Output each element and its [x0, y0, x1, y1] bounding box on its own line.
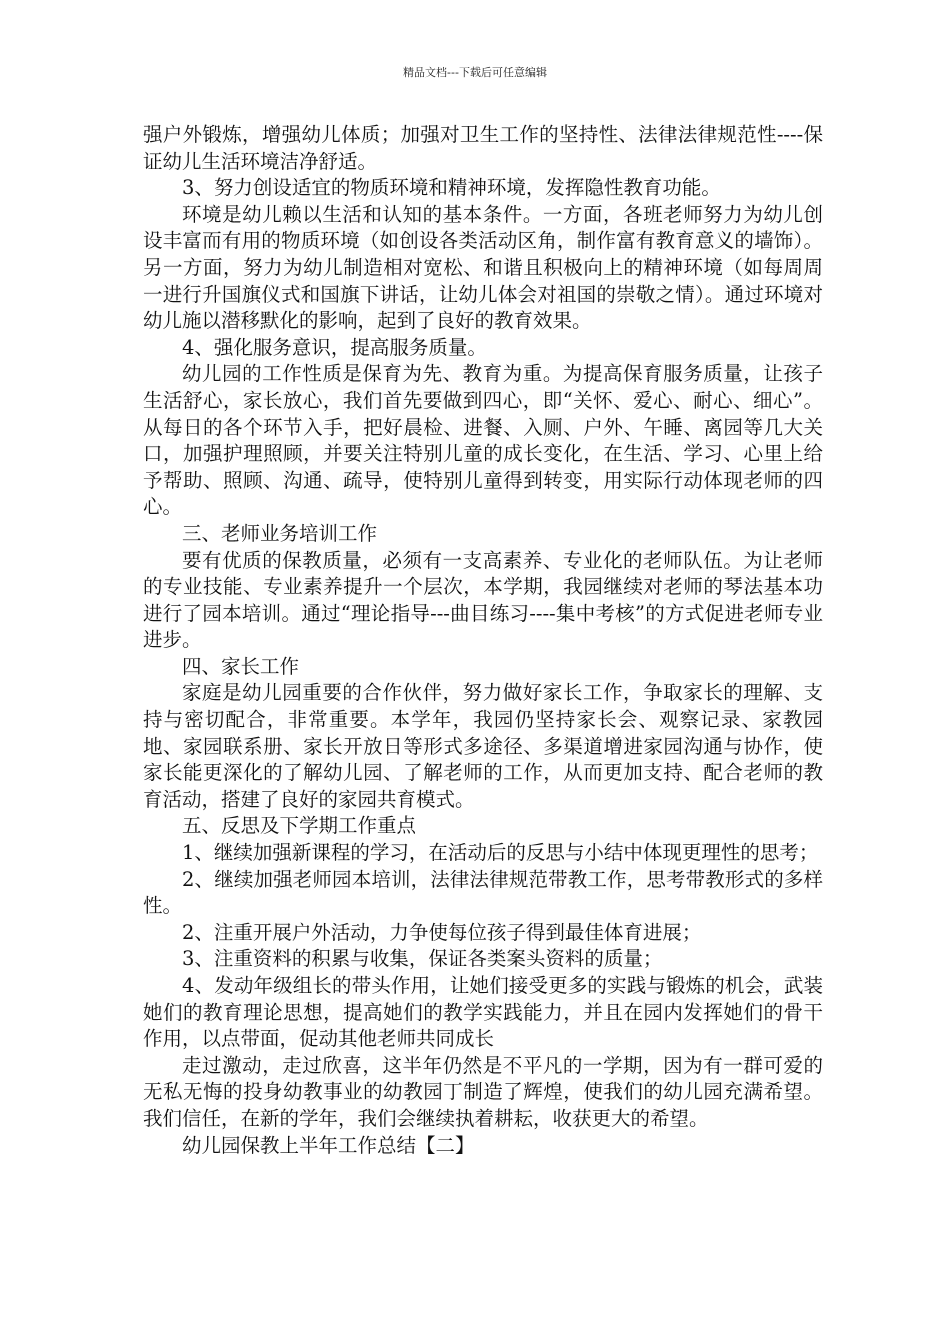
list-item-1: 1、继续加强新课程的学习，在活动后的反思与小结中体现更理性的思考；: [182, 841, 819, 865]
list-item-5: 4、发动年级组长的带头作用，让她们接受更多的实践与锻炼的机会，武装她们的教育理论思想，提高她们的教学实践能力，并且在园内发挥她们的骨干作用，以点带面，促动其他老师共同成长: [143, 974, 823, 1051]
next-section-title: 幼儿园保教上半年工作总结【二】: [182, 1133, 475, 1157]
paragraph-3: 环境是幼儿赖以生活和认知的基本条件。一方面，各班老师努力为幼儿创设丰富而有用的物质环境（如创设各类活动区角，制作富有教育意义的墙饰）。另一方面，努力为幼儿制造相对宽松、和谐且积极向上的精神环境（如每周周一进行升国旗仪式和国旗下讲话，让幼儿体会对祖国的崇敬之情）。通过环境对幼儿施以潜移默化的影响，起到了良好的教育效果。: [143, 202, 823, 333]
paragraph-9: 家庭是幼儿园重要的合作伙伴，努力做好家长工作，争取家长的理解、支持与密切配合，非常重要。本学年，我园仍坚持家长会、观察记录、家教园地、家园联系册、家长开放日等形式多途径、多渠道增进家园沟通与协作，使家长能更深化的了解幼儿园、了解老师的工作，从而更加支持、配合老师的教育活动，搭建了良好的家园共育模式。: [143, 681, 823, 811]
list-item-4: 3、注重资料的积累与收集，保证各类案头资料的质量；: [182, 947, 663, 971]
section-heading-5: 五、反思及下学期工作重点: [182, 814, 417, 838]
list-item-3: 2、注重开展户外活动，力争使每位孩子得到最佳体育进展；: [182, 920, 702, 944]
section-heading-3: 三、老师业务培训工作: [182, 521, 378, 545]
closing-paragraph: 走过激动，走过欣喜，这半年仍然是不平凡的一学期，因为有一群可爱的无私无悔的投身幼教事业的幼教园丁制造了辉煌，使我们的幼儿园充满希望。我们信任，在新的学年，我们会继续执着耕耘，收获更大的希望。: [143, 1053, 823, 1130]
paragraph-2: 3、努力创设适宜的物质环境和精神环境，发挥隐性教育功能。: [182, 176, 721, 200]
document-body: [143, 122, 823, 1159]
page-header: 精品文档---下载后可任意编辑: [403, 66, 547, 79]
paragraph-5: 幼儿园的工作性质是保育为先、教育为重。为提高保育服务质量，让孩子生活舒心，家长放心，我们首先要做到四心，即“关怀、爱心、耐心、细心”。从每日的各个环节入手，把好晨检、进餐、入厕、户外、午睡、离园等几大关口，加强护理照顾，并要关注特别儿童的成长变化，在生活、学习、心里上给予帮助、照顾、沟通、疏导，使特别儿童得到转变，用实际行动体现老师的四心。: [143, 362, 823, 519]
paragraph-4: 4、强化服务意识，提高服务质量。: [182, 335, 487, 359]
list-item-2: 2、继续加强老师园本培训，法律法律规范带教工作，思考带教形式的多样性。: [143, 867, 823, 918]
paragraph-1: 强户外锻炼，增强幼儿体质；加强对卫生工作的坚持性、法律法律规范性----保证幼儿生活环境洁净舒适。: [143, 123, 823, 173]
paragraph-7: 要有优质的保教质量，必须有一支高素养、专业化的老师队伍。为让老师的专业技能、专业素养提升一个层次，本学期，我园继续对老师的琴法基本功进行了园本培训。通过“理论指导---曲目练习----集中考核”的方式促进老师专业进步。: [143, 548, 823, 652]
section-heading-4: 四、家长工作: [182, 654, 300, 678]
